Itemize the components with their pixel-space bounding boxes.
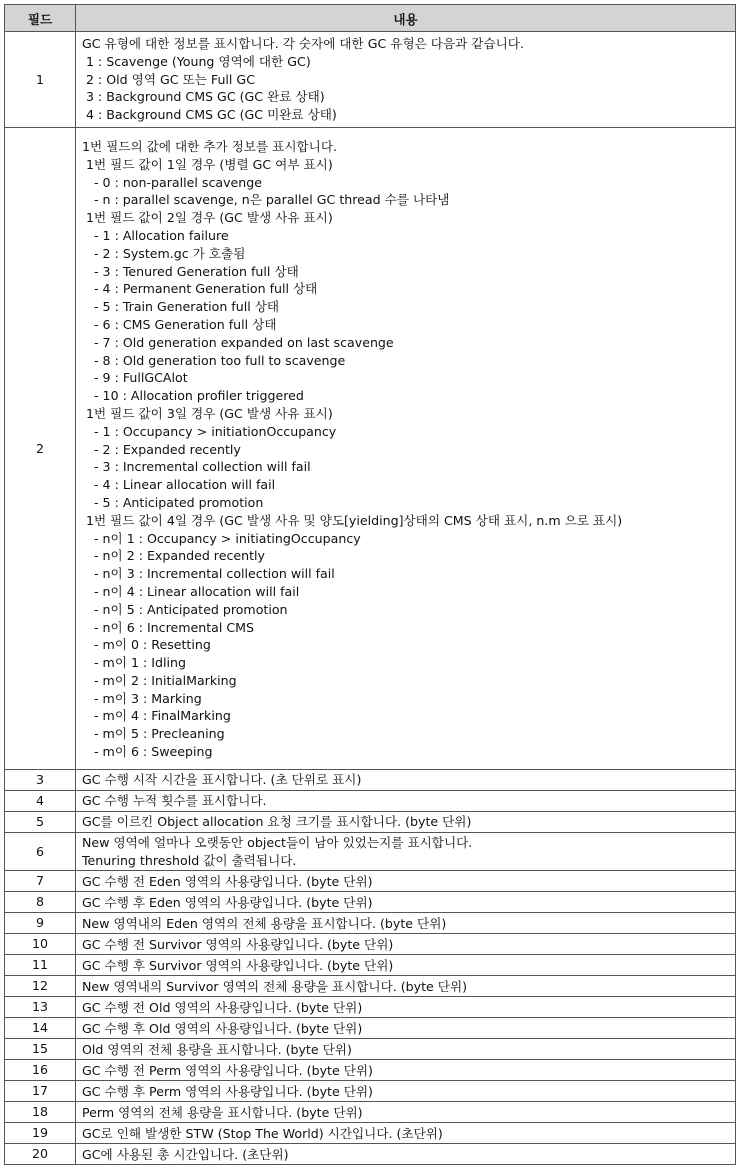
field-number: 11 bbox=[5, 955, 76, 976]
field-number: 10 bbox=[5, 934, 76, 955]
description-line: - 1 : Occupancy > initiationOccupancy bbox=[82, 423, 337, 439]
description-line: - n이 1 : Occupancy > initiatingOccupancy bbox=[82, 530, 361, 546]
description-line: - 4 : Permanent Generation full 상태 bbox=[82, 281, 318, 297]
description-line: GC 수행 전 Old 영역의 사용량입니다. (byte 단위) bbox=[82, 999, 363, 1015]
description-line: GC 수행 전 Survivor 영역의 사용량입니다. (byte 단위) bbox=[82, 936, 394, 952]
description-line: GC 수행 누적 횟수를 표시합니다. bbox=[82, 792, 267, 808]
description-line: GC 수행 시작 시간을 표시합니다. (초 단위로 표시) bbox=[82, 771, 362, 787]
field-number: 8 bbox=[5, 892, 76, 913]
description-line: - 0 : non-parallel scavenge bbox=[82, 174, 263, 190]
table-body bbox=[5, 32, 736, 1165]
description-line: - n이 6 : Incremental CMS bbox=[82, 619, 255, 635]
description-line: - m이 3 : Marking bbox=[82, 690, 202, 706]
table-row bbox=[5, 934, 736, 955]
table-row bbox=[5, 997, 736, 1018]
description-line: GC 수행 후 Survivor 영역의 사용량입니다. (byte 단위) bbox=[82, 957, 394, 973]
table-row bbox=[5, 1102, 736, 1123]
table-row bbox=[5, 955, 736, 976]
field-description bbox=[76, 1144, 736, 1165]
gc-log-field-table bbox=[4, 4, 736, 1165]
description-line: - 3 : Incremental collection will fail bbox=[82, 459, 311, 475]
table-row bbox=[5, 1144, 736, 1165]
field-number: 5 bbox=[5, 811, 76, 832]
description-line: - 2 : System.gc 가 호출됨 bbox=[82, 245, 246, 261]
description-line: 2 : Old 영역 GC 또는 Full GC bbox=[82, 71, 255, 87]
table-row bbox=[5, 1081, 736, 1102]
description-line: - 3 : Tenured Generation full 상태 bbox=[82, 263, 299, 279]
description-line: - 4 : Linear allocation will fail bbox=[82, 477, 276, 493]
description-line: - 10 : Allocation profiler triggered bbox=[82, 388, 304, 404]
field-description bbox=[76, 1018, 736, 1039]
description-line: GC 수행 후 Perm 영역의 사용량입니다. (byte 단위) bbox=[82, 1083, 373, 1099]
description-line: Tenuring threshold 값이 출력됩니다. bbox=[82, 852, 297, 868]
field-description bbox=[76, 832, 736, 871]
field-number: 18 bbox=[5, 1102, 76, 1123]
description-line: - m이 2 : InitialMarking bbox=[82, 672, 237, 688]
table-row bbox=[5, 976, 736, 997]
description-line: - m이 0 : Resetting bbox=[82, 637, 211, 653]
table-header-row bbox=[5, 5, 736, 32]
field-description bbox=[76, 997, 736, 1018]
description-line: 1번 필드 값이 4일 경우 (GC 발생 사유 및 양도[yielding]상태의 CMS 상태 표시, n.m 으로 표시) bbox=[82, 512, 623, 528]
description-line: 4 : Background CMS GC (GC 미완료 상태) bbox=[82, 107, 337, 123]
description-line: GC를 이르킨 Object allocation 요청 크기를 표시합니다. (byte 단위) bbox=[82, 813, 472, 829]
description-line: 1번 필드 값이 2일 경우 (GC 발생 사유 표시) bbox=[82, 210, 333, 226]
table-row bbox=[5, 790, 736, 811]
table-row bbox=[5, 1060, 736, 1081]
description-line: 1번 필드 값이 3일 경우 (GC 발생 사유 표시) bbox=[82, 405, 333, 421]
description-line: - 5 : Anticipated promotion bbox=[82, 494, 264, 510]
table-row bbox=[5, 832, 736, 871]
table-row bbox=[5, 1018, 736, 1039]
field-number: 1 bbox=[5, 32, 76, 128]
field-description bbox=[76, 811, 736, 832]
description-line: - n이 3 : Incremental collection will fail bbox=[82, 566, 335, 582]
table-row bbox=[5, 1123, 736, 1144]
description-line: GC 수행 후 Eden 영역의 사용량입니다. (byte 단위) bbox=[82, 894, 373, 910]
table-row bbox=[5, 913, 736, 934]
field-description bbox=[76, 913, 736, 934]
table-row bbox=[5, 811, 736, 832]
description-line: GC로 인해 발생한 STW (Stop The World) 시간입니다. (초단위) bbox=[82, 1125, 443, 1141]
description-line: - 8 : Old generation too full to scavenge bbox=[82, 352, 346, 368]
field-number: 16 bbox=[5, 1060, 76, 1081]
field-number: 15 bbox=[5, 1039, 76, 1060]
field-number: 19 bbox=[5, 1123, 76, 1144]
table-row bbox=[5, 1039, 736, 1060]
field-description bbox=[76, 32, 736, 128]
table-row bbox=[5, 769, 736, 790]
table-row bbox=[5, 32, 736, 128]
field-description bbox=[76, 127, 736, 769]
description-line: New 영역내의 Survivor 영역의 전체 용량을 표시합니다. (byte 단위) bbox=[82, 978, 468, 994]
header-field: 필드 bbox=[5, 5, 76, 32]
field-description bbox=[76, 871, 736, 892]
field-number: 9 bbox=[5, 913, 76, 934]
field-description bbox=[76, 1060, 736, 1081]
description-line: - 2 : Expanded recently bbox=[82, 441, 241, 457]
field-description bbox=[76, 934, 736, 955]
description-line: 3 : Background CMS GC (GC 완료 상태) bbox=[82, 89, 325, 105]
description-line: - n이 2 : Expanded recently bbox=[82, 548, 266, 564]
description-line: 1번 필드 값이 1일 경우 (병렬 GC 여부 표시) bbox=[82, 156, 333, 172]
description-line: 1번 필드의 값에 대한 추가 정보를 표시합니다. bbox=[82, 138, 338, 154]
field-number: 17 bbox=[5, 1081, 76, 1102]
description-line: - 9 : FullGCAlot bbox=[82, 370, 188, 386]
description-line: Perm 영역의 전체 용량을 표시합니다. (byte 단위) bbox=[82, 1104, 363, 1120]
description-line: - m이 6 : Sweeping bbox=[82, 744, 213, 760]
field-number: 20 bbox=[5, 1144, 76, 1165]
description-line: Old 영역의 전체 용량을 표시합니다. (byte 단위) bbox=[82, 1041, 352, 1057]
field-description bbox=[76, 1123, 736, 1144]
description-line: GC 수행 전 Perm 영역의 사용량입니다. (byte 단위) bbox=[82, 1062, 373, 1078]
description-line: - m이 1 : Idling bbox=[82, 655, 186, 671]
table-row bbox=[5, 127, 736, 769]
field-number: 14 bbox=[5, 1018, 76, 1039]
field-description bbox=[76, 955, 736, 976]
table-row bbox=[5, 871, 736, 892]
description-line: - n이 5 : Anticipated promotion bbox=[82, 601, 288, 617]
field-number: 6 bbox=[5, 832, 76, 871]
field-number: 7 bbox=[5, 871, 76, 892]
field-description bbox=[76, 1039, 736, 1060]
field-description bbox=[76, 1081, 736, 1102]
field-number: 2 bbox=[5, 127, 76, 769]
description-line: GC 수행 전 Eden 영역의 사용량입니다. (byte 단위) bbox=[82, 873, 373, 889]
table-row bbox=[5, 892, 736, 913]
description-line: GC 수행 후 Old 영역의 사용량입니다. (byte 단위) bbox=[82, 1020, 363, 1036]
description-line: - m이 4 : FinalMarking bbox=[82, 708, 231, 724]
field-number: 12 bbox=[5, 976, 76, 997]
field-description bbox=[76, 976, 736, 997]
description-line: GC 유형에 대한 정보를 표시합니다. 각 숫자에 대한 GC 유형은 다음과 같습니다. bbox=[82, 36, 524, 51]
field-description bbox=[76, 790, 736, 811]
field-description bbox=[76, 892, 736, 913]
description-line: - n이 4 : Linear allocation will fail bbox=[82, 583, 300, 599]
field-number: 4 bbox=[5, 790, 76, 811]
description-line: 1 : Scavenge (Young 영역에 대한 GC) bbox=[82, 53, 311, 69]
field-description bbox=[76, 769, 736, 790]
description-line: - m이 5 : Precleaning bbox=[82, 726, 225, 742]
description-line: - 1 : Allocation failure bbox=[82, 227, 229, 243]
description-line: - n : parallel scavenge, n은 parallel GC thread 수를 나타냄 bbox=[82, 192, 450, 208]
description-line: - 5 : Train Generation full 상태 bbox=[82, 299, 280, 315]
field-number: 3 bbox=[5, 769, 76, 790]
description-line: New 영역내의 Eden 영역의 전체 용량을 표시합니다. (byte 단위) bbox=[82, 915, 447, 931]
description-line: New 영역에 얼마나 오랫동안 object들이 남아 있었는지를 표시합니다. bbox=[82, 834, 473, 850]
field-description bbox=[76, 1102, 736, 1123]
field-number: 13 bbox=[5, 997, 76, 1018]
description-line: - 6 : CMS Generation full 상태 bbox=[82, 316, 277, 332]
description-line: GC에 사용된 총 시간입니다. (초단위) bbox=[82, 1146, 289, 1162]
description-line: - 7 : Old generation expanded on last scavenge bbox=[82, 334, 394, 350]
header-content: 내용 bbox=[76, 5, 736, 32]
